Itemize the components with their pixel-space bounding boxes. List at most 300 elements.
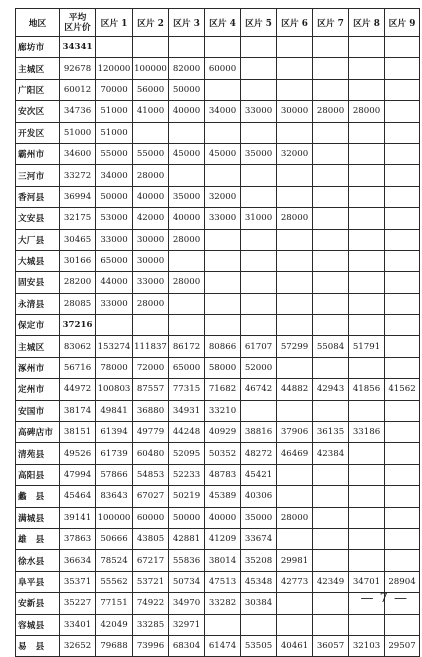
zone-price: 56000 (133, 79, 169, 100)
region-name: 易 县 (16, 635, 60, 656)
zone-price (277, 614, 313, 635)
region-name: 广阳区 (16, 79, 60, 100)
region-name: 清苑县 (16, 443, 60, 464)
zone-price (349, 122, 385, 143)
zone-price (277, 486, 313, 507)
header-average-price: 平均 区片价 (60, 9, 96, 37)
zone-price (133, 315, 169, 336)
header-zone-9: 区片 9 (385, 9, 420, 37)
table-row (16, 293, 420, 314)
zone-price: 40000 (169, 101, 205, 122)
table-row (16, 400, 420, 421)
land-price-table (15, 8, 420, 657)
zone-price (133, 122, 169, 143)
zone-price: 34931 (169, 400, 205, 421)
zone-price: 47513 (205, 571, 241, 592)
zone-price (277, 293, 313, 314)
zone-price: 52233 (169, 464, 205, 485)
zone-price (313, 550, 349, 571)
zone-price (349, 272, 385, 293)
zone-price (277, 37, 313, 58)
zone-price (349, 486, 385, 507)
zone-price: 77315 (169, 379, 205, 400)
zone-price: 40929 (205, 422, 241, 443)
header-zone-2: 区片 2 (133, 9, 169, 37)
zone-price: 78524 (96, 550, 133, 571)
zone-price: 55562 (96, 571, 133, 592)
zone-price (349, 250, 385, 271)
zone-price (277, 272, 313, 293)
zone-price (205, 614, 241, 635)
table-row (16, 208, 420, 229)
average-price: 28200 (60, 272, 96, 293)
zone-price: 33000 (96, 293, 133, 314)
table-row (16, 593, 420, 614)
zone-price: 71682 (205, 379, 241, 400)
table-row (16, 379, 420, 400)
header-zone-7: 区片 7 (313, 9, 349, 37)
zone-price (349, 507, 385, 528)
zone-price: 42384 (313, 443, 349, 464)
table-row (16, 614, 420, 635)
average-price: 35227 (60, 593, 96, 614)
zone-price (385, 272, 420, 293)
zone-price (241, 272, 277, 293)
zone-price: 41562 (385, 379, 420, 400)
zone-price (313, 208, 349, 229)
zone-price: 28904 (385, 571, 420, 592)
zone-price: 28000 (277, 507, 313, 528)
region-name: 安次区 (16, 101, 60, 122)
zone-price: 33000 (241, 101, 277, 122)
zone-price: 60000 (133, 507, 169, 528)
average-price: 32175 (60, 208, 96, 229)
average-price: 51000 (60, 122, 96, 143)
zone-price: 73996 (133, 635, 169, 656)
zone-price: 80866 (205, 336, 241, 357)
zone-price (277, 400, 313, 421)
region-name: 容城县 (16, 614, 60, 635)
zone-price (241, 250, 277, 271)
zone-price: 61474 (205, 635, 241, 656)
zone-price (205, 250, 241, 271)
table-row (16, 336, 420, 357)
region-name: 主城区 (16, 336, 60, 357)
zone-price: 30384 (241, 593, 277, 614)
zone-price: 153274 (96, 336, 133, 357)
zone-price (313, 37, 349, 58)
zone-price (349, 315, 385, 336)
region-name: 蠡 县 (16, 486, 60, 507)
zone-price (313, 593, 349, 614)
zone-price (313, 272, 349, 293)
zone-price: 33000 (96, 229, 133, 250)
average-price: 30465 (60, 229, 96, 250)
zone-price: 45421 (241, 464, 277, 485)
table-header (16, 9, 420, 37)
zone-price (96, 37, 133, 58)
zone-price (349, 293, 385, 314)
zone-price: 42943 (313, 379, 349, 400)
average-price: 36994 (60, 186, 96, 207)
zone-price (349, 528, 385, 549)
zone-price (385, 229, 420, 250)
header-zone-3: 区片 3 (169, 9, 205, 37)
header-zone-8: 区片 8 (349, 9, 385, 37)
zone-price (385, 293, 420, 314)
zone-price (277, 357, 313, 378)
zone-price: 33282 (205, 593, 241, 614)
zone-price: 52000 (241, 357, 277, 378)
zone-price: 67027 (133, 486, 169, 507)
region-name: 固安县 (16, 272, 60, 293)
zone-price: 28000 (169, 272, 205, 293)
zone-price: 42773 (277, 571, 313, 592)
zone-price: 35000 (241, 143, 277, 164)
zone-price: 67217 (133, 550, 169, 571)
zone-price (277, 528, 313, 549)
zone-price: 30000 (133, 229, 169, 250)
zone-price: 34701 (349, 571, 385, 592)
zone-price (313, 165, 349, 186)
zone-price (349, 614, 385, 635)
zone-price (385, 208, 420, 229)
average-price: 34341 (60, 37, 96, 58)
zone-price: 29507 (385, 635, 420, 656)
table-row (16, 122, 420, 143)
zone-price: 30000 (133, 250, 169, 271)
zone-price: 40000 (205, 507, 241, 528)
zone-price: 87557 (133, 379, 169, 400)
zone-price: 34970 (169, 593, 205, 614)
zone-price (349, 443, 385, 464)
region-name: 满城县 (16, 507, 60, 528)
average-price: 92678 (60, 58, 96, 79)
region-name: 霸州市 (16, 143, 60, 164)
table-row (16, 422, 420, 443)
zone-price: 45348 (241, 571, 277, 592)
zone-price (205, 37, 241, 58)
zone-price (205, 165, 241, 186)
region-name: 徐水县 (16, 550, 60, 571)
zone-price: 42049 (96, 614, 133, 635)
zone-price: 41209 (205, 528, 241, 549)
zone-price (241, 293, 277, 314)
zone-price: 42000 (133, 208, 169, 229)
zone-price (385, 186, 420, 207)
zone-price (385, 122, 420, 143)
table-row (16, 635, 420, 656)
table-row (16, 464, 420, 485)
average-price: 33272 (60, 165, 96, 186)
zone-price (277, 122, 313, 143)
zone-price: 46469 (277, 443, 313, 464)
zone-price: 38816 (241, 422, 277, 443)
zone-price: 28000 (133, 165, 169, 186)
zone-price (96, 315, 133, 336)
zone-price (205, 315, 241, 336)
zone-price (385, 58, 420, 79)
zone-price (313, 614, 349, 635)
zone-price: 61394 (96, 422, 133, 443)
zone-price: 43805 (133, 528, 169, 549)
zone-price: 28000 (169, 229, 205, 250)
zone-price (349, 37, 385, 58)
table-row (16, 528, 420, 549)
zone-price (277, 186, 313, 207)
zone-price (385, 486, 420, 507)
average-price: 38174 (60, 400, 96, 421)
zone-price (349, 143, 385, 164)
table-row (16, 486, 420, 507)
zone-price: 61739 (96, 443, 133, 464)
zone-price: 28000 (277, 208, 313, 229)
average-price: 34736 (60, 101, 96, 122)
average-price: 28085 (60, 293, 96, 314)
table-row (16, 37, 420, 58)
zone-price: 83643 (96, 486, 133, 507)
average-price: 39141 (60, 507, 96, 528)
table-body (16, 37, 420, 657)
zone-price (241, 229, 277, 250)
zone-price: 31000 (241, 208, 277, 229)
zone-price (349, 186, 385, 207)
zone-price: 33210 (205, 400, 241, 421)
zone-price: 40306 (241, 486, 277, 507)
zone-price (313, 528, 349, 549)
zone-price: 51791 (349, 336, 385, 357)
table-row (16, 272, 420, 293)
header-zone-1: 区片 1 (96, 9, 133, 37)
average-price: 47994 (60, 464, 96, 485)
zone-price: 44248 (169, 422, 205, 443)
table-row (16, 443, 420, 464)
zone-price: 44000 (96, 272, 133, 293)
zone-price: 45389 (205, 486, 241, 507)
zone-price (313, 486, 349, 507)
zone-price: 120000 (96, 58, 133, 79)
zone-price: 100000 (133, 58, 169, 79)
zone-price: 33000 (205, 208, 241, 229)
region-name: 涿州市 (16, 357, 60, 378)
zone-price: 53505 (241, 635, 277, 656)
zone-price (385, 37, 420, 58)
zone-price (385, 528, 420, 549)
zone-price (385, 614, 420, 635)
region-name: 开发区 (16, 122, 60, 143)
zone-price: 53000 (96, 208, 133, 229)
table-row (16, 315, 420, 336)
table-row (16, 186, 420, 207)
zone-price (241, 165, 277, 186)
zone-price: 50734 (169, 571, 205, 592)
zone-price (385, 101, 420, 122)
average-price: 34600 (60, 143, 96, 164)
zone-price (385, 550, 420, 571)
table-row (16, 143, 420, 164)
page-number: — 7 — (360, 591, 408, 606)
zone-price (277, 165, 313, 186)
header-region: 地区 (16, 9, 60, 37)
zone-price (133, 37, 169, 58)
zone-price: 60480 (133, 443, 169, 464)
zone-price: 65000 (96, 250, 133, 271)
zone-price (241, 122, 277, 143)
zone-price: 70000 (96, 79, 133, 100)
zone-price: 37906 (277, 422, 313, 443)
table-row (16, 101, 420, 122)
average-price: 38151 (60, 422, 96, 443)
zone-price: 48783 (205, 464, 241, 485)
zone-price: 49779 (133, 422, 169, 443)
zone-price (385, 79, 420, 100)
zone-price: 33000 (133, 272, 169, 293)
region-name: 阜平县 (16, 571, 60, 592)
zone-price (241, 614, 277, 635)
zone-price: 46742 (241, 379, 277, 400)
zone-price (205, 79, 241, 100)
average-price: 44972 (60, 379, 96, 400)
zone-price: 50000 (96, 186, 133, 207)
zone-price: 33186 (349, 422, 385, 443)
table-row (16, 357, 420, 378)
zone-price: 86172 (169, 336, 205, 357)
zone-price (169, 315, 205, 336)
zone-price: 28000 (349, 101, 385, 122)
zone-price (385, 336, 420, 357)
zone-price (313, 357, 349, 378)
zone-price: 42881 (169, 528, 205, 549)
average-price: 60012 (60, 79, 96, 100)
zone-price (313, 464, 349, 485)
zone-price (385, 507, 420, 528)
zone-price (385, 422, 420, 443)
average-price: 37863 (60, 528, 96, 549)
zone-price: 60000 (205, 58, 241, 79)
zone-price: 61707 (241, 336, 277, 357)
zone-price (169, 122, 205, 143)
zone-price: 36135 (313, 422, 349, 443)
zone-price (205, 272, 241, 293)
zone-price (385, 443, 420, 464)
zone-price: 51000 (96, 101, 133, 122)
zone-price (169, 165, 205, 186)
table-row (16, 79, 420, 100)
zone-price: 38014 (205, 550, 241, 571)
average-price: 37216 (60, 315, 96, 336)
zone-price (313, 58, 349, 79)
zone-price: 53721 (133, 571, 169, 592)
zone-price: 48272 (241, 443, 277, 464)
zone-price: 50352 (205, 443, 241, 464)
zone-price: 100803 (96, 379, 133, 400)
average-price: 30166 (60, 250, 96, 271)
zone-price (313, 229, 349, 250)
region-name: 大厂县 (16, 229, 60, 250)
average-price: 36634 (60, 550, 96, 571)
zone-price: 40000 (169, 208, 205, 229)
zone-price: 55836 (169, 550, 205, 571)
zone-price (313, 507, 349, 528)
table-row (16, 165, 420, 186)
zone-price (349, 400, 385, 421)
zone-price (385, 357, 420, 378)
region-name: 高阳县 (16, 464, 60, 485)
zone-price (349, 229, 385, 250)
table-row (16, 58, 420, 79)
zone-price: 52095 (169, 443, 205, 464)
zone-price: 32971 (169, 614, 205, 635)
region-name: 高碑店市 (16, 422, 60, 443)
region-name: 定州市 (16, 379, 60, 400)
zone-price: 65000 (169, 357, 205, 378)
zone-price (313, 143, 349, 164)
zone-price: 50000 (169, 507, 205, 528)
zone-price: 42349 (313, 571, 349, 592)
zone-price: 57866 (96, 464, 133, 485)
zone-price: 36057 (313, 635, 349, 656)
zone-price: 54853 (133, 464, 169, 485)
zone-price: 32103 (349, 635, 385, 656)
region-name: 安国市 (16, 400, 60, 421)
zone-price: 100000 (96, 507, 133, 528)
zone-price: 74922 (133, 593, 169, 614)
zone-price (277, 79, 313, 100)
zone-price: 30000 (277, 101, 313, 122)
zone-price: 41856 (349, 379, 385, 400)
zone-price: 33674 (241, 528, 277, 549)
header-zone-6: 区片 6 (277, 9, 313, 37)
zone-price: 35000 (241, 507, 277, 528)
zone-price: 58000 (205, 357, 241, 378)
zone-price (313, 250, 349, 271)
header-zone-4: 区片 4 (205, 9, 241, 37)
region-name: 三河市 (16, 165, 60, 186)
region-name: 保定市 (16, 315, 60, 336)
zone-price (241, 186, 277, 207)
zone-price: 35000 (169, 186, 205, 207)
zone-price (349, 165, 385, 186)
zone-price (241, 58, 277, 79)
zone-price (385, 165, 420, 186)
zone-price (313, 122, 349, 143)
zone-price: 50666 (96, 528, 133, 549)
zone-price (277, 464, 313, 485)
zone-price: 33285 (133, 614, 169, 635)
zone-price (385, 315, 420, 336)
average-price: 35371 (60, 571, 96, 592)
region-name: 安新县 (16, 593, 60, 614)
zone-price (349, 357, 385, 378)
zone-price: 45000 (205, 143, 241, 164)
zone-price: 51000 (96, 122, 133, 143)
zone-price (277, 315, 313, 336)
table-row (16, 550, 420, 571)
zone-price (385, 464, 420, 485)
zone-price (385, 143, 420, 164)
zone-price: 79688 (96, 635, 133, 656)
zone-price: 50000 (169, 79, 205, 100)
zone-price (241, 79, 277, 100)
zone-price (169, 250, 205, 271)
zone-price (313, 400, 349, 421)
zone-price: 32000 (277, 143, 313, 164)
average-price: 33401 (60, 614, 96, 635)
table-row (16, 229, 420, 250)
zone-price (169, 293, 205, 314)
zone-price (313, 79, 349, 100)
zone-price (205, 122, 241, 143)
